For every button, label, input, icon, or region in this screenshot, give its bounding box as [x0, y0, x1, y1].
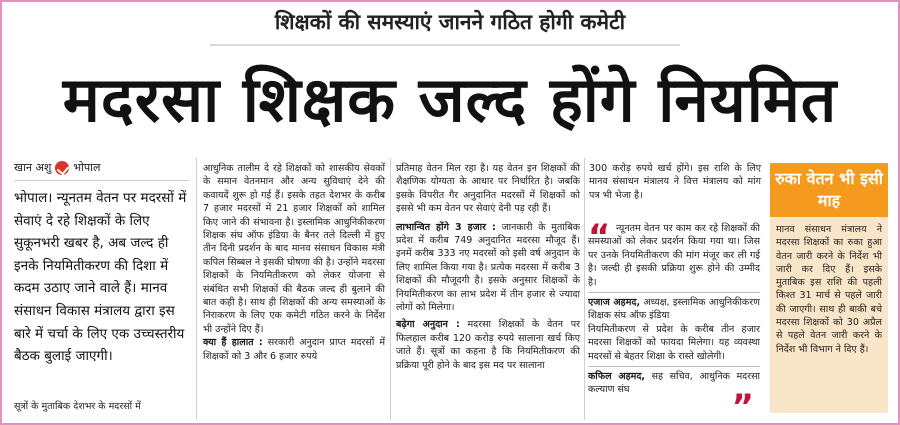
byline-logo-icon — [55, 161, 69, 175]
quote-divider — [588, 292, 760, 293]
kicker-headline: शिक्षकों की समस्याएं जानने गठित होगी कमेटी — [274, 10, 626, 34]
paragraph: मदरसा शिक्षकों के वेतन पर फिलहाल करीब 120 करोड़ रुपये सालाना खर्च किए जाते हैं। सूत्रों का कहना है कि नियमितीकरण की प्रक्रिया पूरी होने के बाद इस मद पर सालाना — [396, 319, 580, 371]
subheading: लाभान्वित होंगे 3 हजार : — [396, 221, 496, 233]
quote-statement: न्यूनतम वेतन पर काम कर रहे शिक्षकों की समस्याओं को लेकर प्रदर्शन किया गया था। जिस पर उनके नियमितीकरण की मांग मंजूर कर ली गई है। जल्दी ही इसकी प्रक्रिया शुरू होने की उम्मीद है। — [588, 223, 760, 288]
quote-name: एजाज अहमद, — [588, 297, 641, 309]
sidebar-text: मानव संसाधन मंत्रालय ने मदरसा शिक्षकों का रुका हुआ वेतन जारी करने के निर्देश भी जारी कर दिए हैं। इसके मुताबिक इस राशि की पहली किश्त 31 मार्च से पहले जारी की जाएगी। साथ ही बाकी बचे मदरसा शिक्षकों को 30 अप्रैल से पहले वेतन जारी करने के निर्देश भी विभाग ने दिए हैं। — [776, 224, 882, 355]
byline-author: खान अशु — [14, 161, 52, 174]
quote-role: सह सचिव, आधुनिक मदरसा कल्याण संघ — [588, 371, 760, 396]
article-column-2 — [203, 162, 385, 363]
byline-place: भोपाल — [73, 161, 101, 174]
article-column-3 — [396, 162, 580, 372]
column-divider — [390, 158, 391, 420]
subheading: क्या हैं हालात : — [203, 337, 263, 349]
quote-statement: नियमितीकरण से प्रदेश के करीब तीन हजार मदरसा शिक्षकों को फायदा मिलेगा। यह व्यवस्था मदरसों से बेहतर शिक्षा के रास्ते खोलेगी। — [588, 323, 760, 362]
sidebar-title: रुका वेतन भी इसी माह — [770, 163, 888, 217]
lead-continuation: सूत्रों के मुताबिक देशभर के मदरसों में — [14, 401, 141, 412]
quote-divider — [588, 366, 760, 367]
quote-name: कफिल अहमद, — [588, 371, 646, 383]
paragraph: आधुनिक तालीम दे रहे शिक्षकों को शासकीय सेवकों के समान वेतनमान और अन्य सुविधाएं देने की कवायदें शुरू हो गई हैं। इसके तहत देशभर के करीब 7 हजार मदरसों में 21 हजार शिक्षकों को शामिल किए जाने की संभावना है। इस्लामिक आधुनिकीकरण शिक्षक संघ ऑफ इंडिया के बैनर तले दिल्ली में हुए तीन दिनी प्रदर्शन के बाद मानव संसाधन विकास मंत्री कपिल सिब्बल ने इसकी घोषणा की है। उन्होंने मदरसा शिक्षकों के नियमितीकरण को लेकर योजना से संबंधित सभी शिक्षकों की बैठक जल्द ही बुलाने की बात कही है। साथ ही शिक्षकों की अन्य समस्याओं के निराकरण के लिए एक कमेटी गठित करने के निर्देश भी उन्होंने दिए हैं। — [203, 163, 385, 335]
lead-paragraph: भोपाल। न्यूनतम वेतन पर मदरसों में सेवाएं दे रहे शिक्षकों के लिए सुकूनभरी खबर है, अब जल्द ही इनके नियमितीकरण की दिशा में कदम उठाए जाने वाले हैं। मानव संसाधन विकास मंत्रालय द्वारा इस बारे में चर्चा के लिए एक उच्चस्तरीय बैठक बुलाई जाएगी। — [14, 190, 187, 365]
paragraph: जानकारी के मुताबिक प्रदेश में करीब 749 अनुदानित मदरसा मौजूद हैं। इनमें करीब 333 नए मदरसों को इसी वर्ष अनुदान के लिए शामिल किया गया है। प्रत्येक मदरसा में करीब 3 शिक्षकों की मौजूदगी है। इसके अनुसार शिक्षकों के नियमितीकरण का लाभ प्रदेश में तीन हजार से ज्यादा लोगों को मिलेगा। — [396, 221, 580, 314]
main-headline: मदरसा शिक्षक जल्द होंगे नियमित — [62, 63, 838, 136]
subheading: बढ़ेगा अनुदान : — [396, 319, 460, 331]
quote-text — [588, 217, 760, 397]
open-quote-icon: “ — [588, 217, 611, 257]
quote-box — [588, 217, 760, 425]
quote-role: अध्यक्ष, इस्लामिक आधुनिकीकरण शिक्षक संघ ऑफ इंडिया — [588, 297, 760, 322]
article-column-4 — [589, 162, 761, 202]
paragraph: प्रतिमाह वेतन मिल रहा है। यह वेतन इन शिक्षकों की शैक्षणिक योग्यता के आधार पर निर्धारित है। जबकि इसके विपरीत गैर अनुदानित मदरसों में शिक्षकों को इससे भी कम वेतन पर सेवाएं देनी पड़ रही हैं। — [396, 163, 580, 215]
sidebar-box — [770, 163, 888, 413]
paragraph: सरकारी अनुदान प्राप्त मदरसों में शिक्षकों को 3 और 6 हजार रुपये — [203, 337, 385, 362]
column-divider — [584, 158, 585, 420]
byline-divider — [14, 180, 189, 181]
kicker-underline — [210, 44, 680, 46]
close-quote-icon: ” — [731, 387, 754, 425]
paragraph: 300 करोड़ रुपये खर्च होंगे। इस राशि के लिए मानव संसाधन मंत्रालय ने वित्त मंत्रालय को मांग पत्र भी भेजा है। — [589, 163, 761, 201]
byline — [14, 160, 100, 175]
column-divider — [196, 158, 197, 420]
